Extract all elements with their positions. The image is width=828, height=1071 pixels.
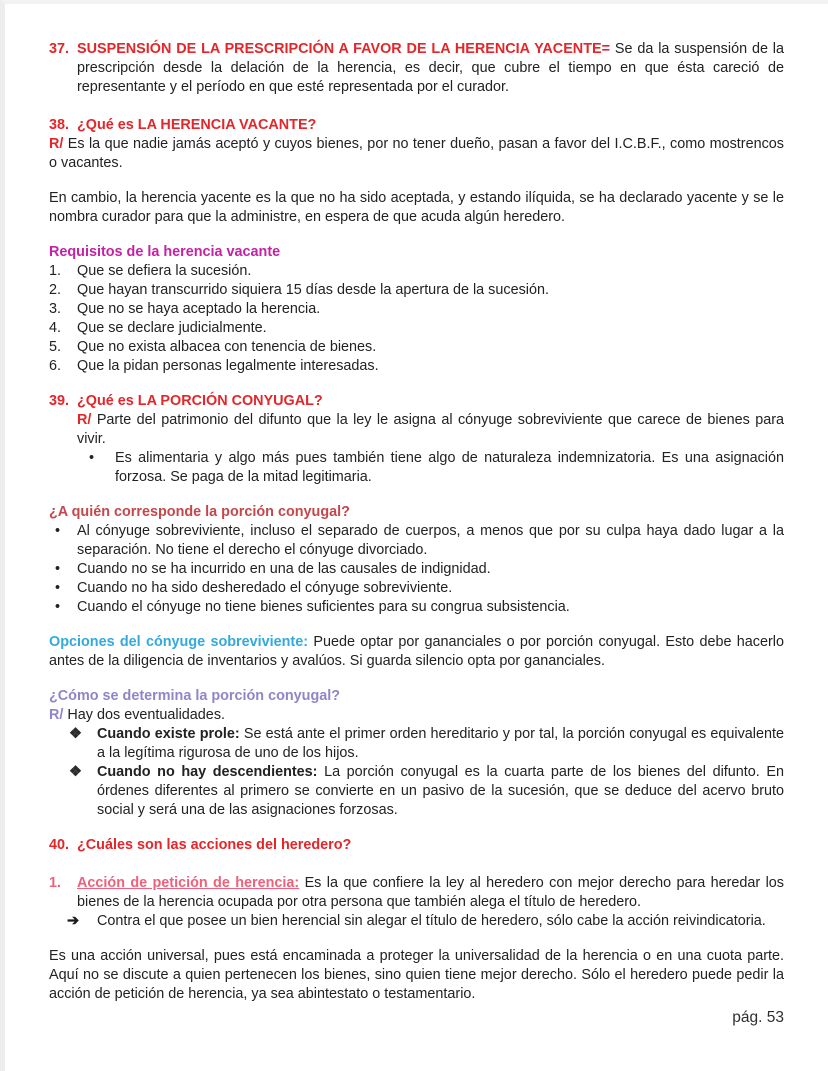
como-determina-title: ¿Cómo se determina la porción conyugal? [49,688,341,704]
list-item-number: 6. [49,358,62,374]
opciones-paragraph [49,633,784,671]
list-item [49,300,784,319]
list-item-text: Al cónyuge sobreviviente, incluso el separado de cuerpos, a menos que por su culpa haya dado lugar a la separación. No tiene el derecho el cónyuge divorciado. [77,523,784,558]
question-39-answer [49,411,784,449]
list-item-text: Que se declare judicialmente. [77,320,267,336]
arrow-note [49,912,784,931]
list-item [49,281,784,300]
answer-r-label: R/ [77,412,92,428]
list-item-text: Que no exista albacea con tenencia de bienes. [77,339,377,355]
question-39-number: 39. [49,393,70,409]
list-item-number: 2. [49,282,62,298]
requisitos-title: Requisitos de la herencia vacante [49,244,281,260]
list-item [49,262,784,281]
list-item-lead: Cuando no hay descendientes: [97,764,318,780]
list-item [49,725,784,763]
question-37-title: SUSPENSIÓN DE LA PRESCRIPCIÓN A FAVOR DE LA HERENCIA YACENTE= [77,41,610,57]
list-item [49,579,784,598]
accion-peticion-lead: Acción de petición de herencia: [77,875,300,891]
list-item [49,449,784,487]
como-determina-answer [49,706,784,725]
answer-text: Hay dos eventualidades. [67,707,226,723]
question-38-title: ¿Qué es LA HERENCIA VACANTE? [77,117,317,133]
list-item [49,319,784,338]
list-item-text: Se está ante el primer orden hereditario y por tal, la porción conyugal es equivalente a la legítima rigurosa de uno de los hijos. [97,726,784,761]
list-item [49,560,784,579]
question-37-number: 37. [49,41,70,57]
list-item-text: Que la pidan personas legalmente interesadas. [77,358,379,374]
opciones-label: Opciones del cónyuge sobreviviente: [49,634,309,650]
bullet-diamond-icon: ❖ [69,764,82,780]
closing-paragraph: Es una acción universal, pues está encaminada a proteger la universalidad de la herencia o en una cuota parte. Aquí no se discute a quien pertenecen los bienes, sino quien tiene mejor derecho. Sólo el heredero puede pedir la acción de petición de herencia, ya sea abintestato o testamentario. [49,948,784,1002]
list-item-number: 5. [49,339,62,355]
question-37-body: Se da la suspensión de la prescripción desde la delación de la herencia, es decir, que cubre el tiempo en que ésta careció de representante y el período en que esté representada por el curador. [77,41,785,95]
list-item-number: 1. [49,263,62,279]
opciones-text: Puede optar por gananciales o por porción conyugal. Esto debe hacerlo antes de la diligencia de inventarios y avalúos. Si guarda silencio opta por gananciales. [49,634,785,669]
item-number: 1. [49,875,62,891]
question-39-heading [49,392,784,411]
list-item-text: Es alimentaria y algo más pues también tiene algo de naturaleza indemnizatoria. Es una asignación forzosa. Se paga de la mitad legitimaria. [115,450,784,485]
answer-text: Parte del patrimonio del difunto que la ley le asigna al cónyuge sobreviviente que carece de bienes para vivir. [77,412,785,447]
list-item [49,522,784,560]
question-40-heading [49,836,784,855]
question-38-heading [49,116,784,135]
bullet-dot-icon: • [89,450,95,466]
bullet-dot-icon: • [55,599,61,615]
answer-r-label: R/ [49,707,64,723]
arrow-icon: ➔ [67,913,80,929]
bullet-dot-icon: • [55,561,61,577]
question-38-number: 38. [49,117,70,133]
bullet-dot-icon: • [55,523,61,539]
quien-corresponde-title: ¿A quién corresponde la porción conyugal? [49,504,350,520]
list-item [49,338,784,357]
accion-peticion-text: Es la que confiere la ley al heredero con mejor derecho para heredar los bienes de la herencia ocupada por otra persona que también alega el título de heredero. [77,875,784,910]
list-item-number: 3. [49,301,62,317]
question-39-title: ¿Qué es LA PORCIÓN CONYUGAL? [77,393,323,409]
question-37 [49,40,784,97]
question-40-title: ¿Cuáles son las acciones del heredero? [77,837,352,853]
bullet-dot-icon: • [55,580,61,596]
list-item [49,357,784,376]
paragraph-herencia-yacente: En cambio, la herencia yacente es la que no ha sido aceptada, y estando ilíquida, se ha declarado yacente y se le nombra curador para que la administre, en espera de que acuda algún heredero. [49,190,784,225]
list-item-text: Cuando el cónyuge no tiene bienes suficientes para su congrua subsistencia. [77,599,570,615]
answer-text: Es la que nadie jamás aceptó y cuyos bienes, por no tener dueño, pasan a favor del I.C.B.F., como mostrencos o vacantes. [49,136,784,171]
question-40-number: 40. [49,837,70,853]
list-item-lead: Cuando existe prole: [97,726,240,742]
list-item [49,598,784,617]
list-item-text: Cuando no ha sido desheredado el cónyuge sobreviviente. [77,580,453,596]
list-item-text: Que se defiera la sucesión. [77,263,252,279]
page-number: pág. 53 [732,1009,784,1026]
answer-r-label: R/ [49,136,64,152]
list-item [49,763,784,820]
accion-peticion-item [49,874,784,912]
arrow-note-text: Contra el que posee un bien herencial sin alegar el título de heredero, sólo cabe la acción reivindicatoria. [97,913,766,929]
list-item-text: Cuando no se ha incurrido en una de las causales de indignidad. [77,561,491,577]
list-item-text: Que no se haya aceptado la herencia. [77,301,321,317]
bullet-diamond-icon: ❖ [69,726,82,742]
list-item-number: 4. [49,320,62,336]
question-38-answer [49,135,784,173]
list-item-text: Que hayan transcurrido siquiera 15 días desde la apertura de la sucesión. [77,282,549,298]
list-item-text: La porción conyugal es la cuarta parte de los bienes del difunto. En órdenes diferentes al primero se convierte en un pasivo de la sucesión, que se deduce del acervo bruto social y será una de las asignaciones forzosas. [97,764,784,818]
